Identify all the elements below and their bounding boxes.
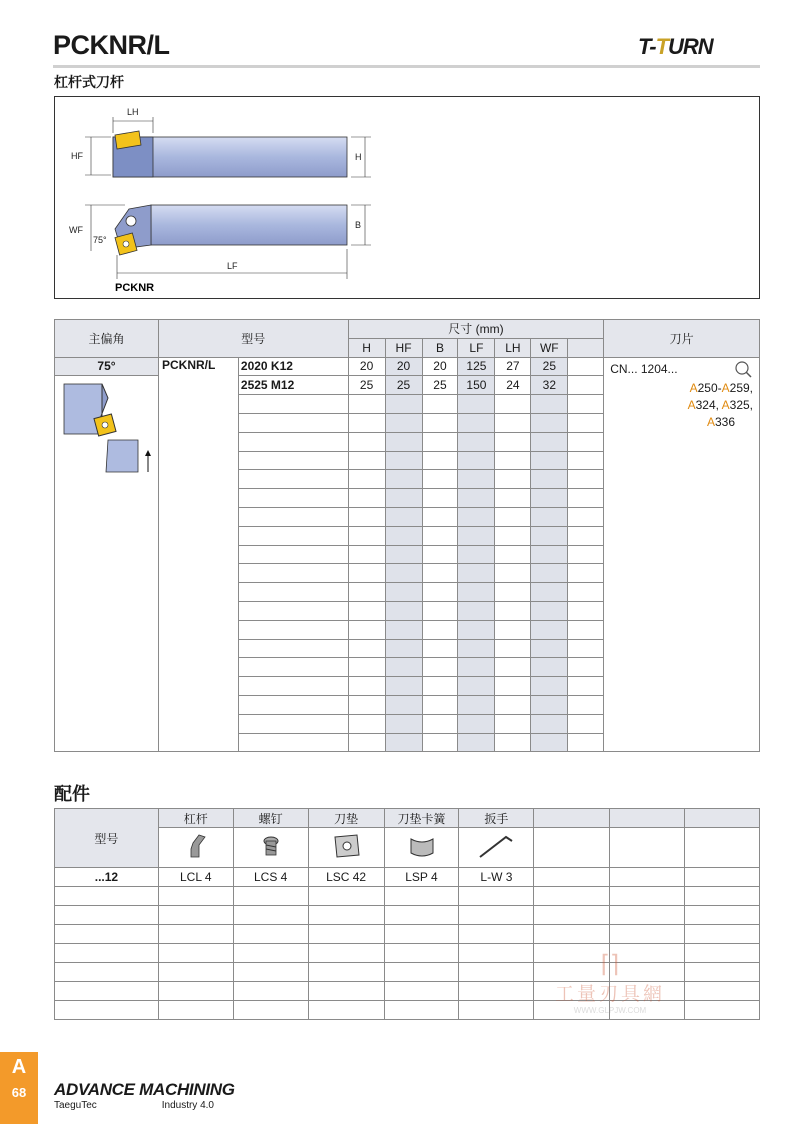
table-row bbox=[55, 868, 760, 887]
svg-text:HF: HF bbox=[71, 151, 83, 161]
acc-spring: LSP 4 bbox=[384, 868, 459, 887]
value-lf: 125 bbox=[458, 357, 495, 376]
watermark: ⌈⌉ 工量刃具網 WWW.GLPJW.COM bbox=[554, 951, 665, 1015]
spring-image bbox=[384, 828, 459, 868]
svg-text:LF: LF bbox=[227, 261, 238, 271]
insert-page-refs[interactable]: A250-A259, A324, A325, A336 bbox=[687, 380, 753, 429]
table-row bbox=[55, 357, 760, 376]
value-b: 25 bbox=[422, 376, 458, 395]
angle-value: 75° bbox=[55, 357, 159, 376]
shim-image bbox=[308, 828, 384, 868]
screw-icon bbox=[256, 831, 286, 861]
page-subtitle: 杠杆式刀杆 bbox=[54, 74, 124, 90]
acc-header-model: 型号 bbox=[55, 809, 159, 868]
top-view bbox=[69, 205, 371, 294]
insert-cell bbox=[604, 357, 760, 752]
value-hf: 25 bbox=[385, 376, 422, 395]
lever-image bbox=[158, 828, 233, 868]
acc-header-shim: 刀垫 bbox=[308, 809, 384, 828]
tool-diagram-svg bbox=[55, 97, 759, 298]
value-wf: 32 bbox=[531, 376, 568, 395]
header-angle: 主偏角 bbox=[55, 320, 159, 358]
value-h: 25 bbox=[348, 376, 385, 395]
value-lf: 150 bbox=[458, 376, 495, 395]
tool-diagram bbox=[54, 96, 760, 299]
acc-model: ...12 bbox=[55, 868, 159, 887]
value-lh: 24 bbox=[495, 376, 531, 395]
acc-lever: LCL 4 bbox=[158, 868, 233, 887]
table-row-empty bbox=[55, 906, 760, 925]
table-row-empty bbox=[55, 925, 760, 944]
magnifier-icon bbox=[733, 360, 753, 378]
svg-text:75°: 75° bbox=[93, 235, 107, 245]
tool-angle-icon bbox=[58, 380, 154, 476]
model-code: 2020 K12 bbox=[238, 357, 348, 376]
title-divider bbox=[53, 65, 760, 68]
acc-wrench: L-W 3 bbox=[459, 868, 534, 887]
side-view bbox=[71, 107, 371, 177]
svg-text:B: B bbox=[355, 220, 362, 230]
section-letter: A bbox=[11, 1056, 27, 1078]
acc-header-lever: 杠杆 bbox=[158, 809, 233, 828]
svg-text:PCKNR: PCKNR bbox=[115, 282, 155, 294]
value-wf: 25 bbox=[531, 357, 568, 376]
insert-figure-cell bbox=[55, 376, 159, 752]
value-h: 20 bbox=[348, 357, 385, 376]
acc-shim: LSC 42 bbox=[308, 868, 384, 887]
dim-col-hf: HF bbox=[385, 338, 422, 357]
value-b: 20 bbox=[422, 357, 458, 376]
series-name: PCKNR/L bbox=[158, 357, 238, 752]
dim-col-h: H bbox=[348, 338, 385, 357]
acc-header-spring: 刀垫卡簧 bbox=[384, 809, 459, 828]
spring-icon bbox=[405, 831, 439, 861]
wrench-image bbox=[459, 828, 534, 868]
svg-text:H: H bbox=[355, 152, 362, 162]
brand-logo: ADVANCE MACHINING TaeguTec Industry 4.0 bbox=[54, 1080, 235, 1111]
svg-text:WF: WF bbox=[69, 225, 83, 235]
page-tab bbox=[0, 1052, 38, 1124]
header-insert: 刀片 bbox=[604, 320, 760, 358]
wrench-icon bbox=[476, 831, 516, 861]
table-row-empty bbox=[55, 887, 760, 906]
header-model: 型号 bbox=[158, 320, 348, 358]
screw-image bbox=[233, 828, 308, 868]
dim-col-blank bbox=[568, 338, 604, 357]
svg-text:LH: LH bbox=[127, 107, 139, 117]
acc-header-wrench: 扳手 bbox=[459, 809, 534, 828]
acc-screw: LCS 4 bbox=[233, 868, 308, 887]
value-lh: 27 bbox=[495, 357, 531, 376]
insert-code: CN... 1204... bbox=[610, 361, 678, 376]
header-dims: 尺寸 (mm) bbox=[348, 320, 604, 339]
dim-col-lh: LH bbox=[495, 338, 531, 357]
dim-col-wf: WF bbox=[531, 338, 568, 357]
dim-col-b: B bbox=[422, 338, 458, 357]
page-title: PCKNR/L bbox=[53, 30, 170, 60]
value-hf: 20 bbox=[385, 357, 422, 376]
lever-icon bbox=[181, 831, 211, 861]
acc-header-screw: 螺钉 bbox=[233, 809, 308, 828]
model-code: 2525 M12 bbox=[238, 376, 348, 395]
accessories-title: 配件 bbox=[54, 784, 90, 804]
page-number: 68 bbox=[11, 1085, 27, 1100]
shim-icon bbox=[329, 831, 363, 861]
spec-table bbox=[54, 319, 760, 752]
dim-col-lf: LF bbox=[458, 338, 495, 357]
t-turn-logo: T-TURN bbox=[638, 34, 713, 59]
